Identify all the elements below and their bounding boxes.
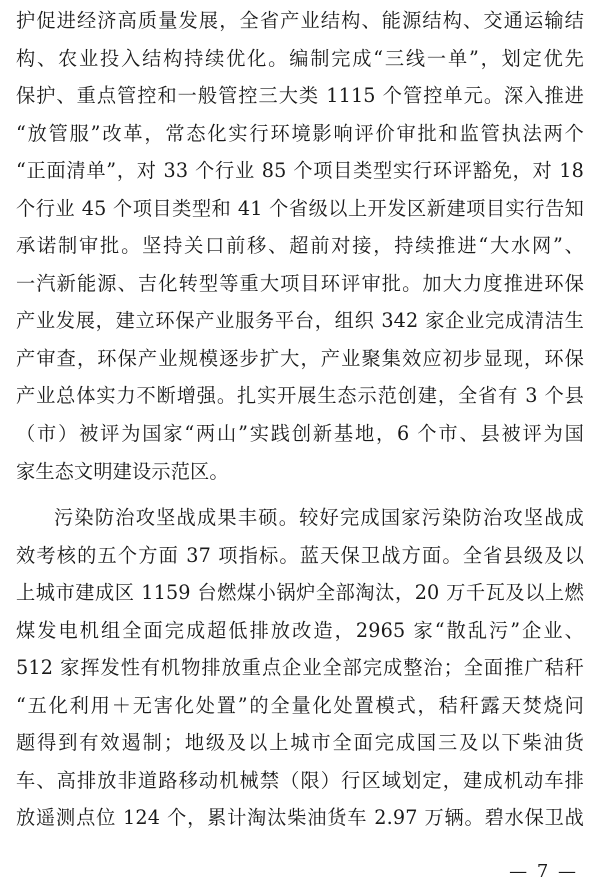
text-line: 产审查，环保产业规模逐步扩大，产业聚集效应初步显现，环保 — [16, 346, 584, 370]
text-line: 产业总体实力不断增强。扎实开展生态示范创建，全省有 3 个县 — [16, 384, 584, 408]
text-line: “五化利用＋无害化处置”的全量化处置模式，秸秆露天焚烧问 — [16, 693, 584, 717]
text-line: 个行业 45 个项目类型和 41 个省级以上开发区新建项目实行告知 — [16, 196, 584, 220]
text-line: 上城市建成区 1159 台燃煤小锅炉全部淘汰，20 万千瓦及以上燃 — [16, 581, 584, 605]
text-line: 保护、重点管控和一般管控三大类 1115 个管控单元。深入推进 — [16, 84, 584, 108]
text-line: 512 家挥发性有机物排放重点企业全部完成整治；全面推广秸秆 — [16, 656, 584, 680]
text-line: “正面清单”，对 33 个行业 85 个项目类型实行环评豁免，对 18 — [16, 159, 584, 183]
paragraph-gap — [16, 490, 584, 499]
text-line: 污染防治攻坚战成果丰硕。较好完成国家污染防治攻坚战成 — [54, 506, 584, 530]
text-line: 效考核的五个方面 37 项指标。蓝天保卫战方面。全省县级及以 — [16, 543, 584, 567]
text-line: 产业发展，建立环保产业服务平台，组织 342 家企业完成清洁生 — [16, 309, 584, 333]
paragraph-1 — [16, 2, 584, 490]
text-line: 一汽新能源、吉化转型等重大项目环评审批。加大力度推进环保 — [16, 271, 584, 295]
text-line: 护促进经济高质量发展，全省产业结构、能源结构、交通运输结 — [16, 9, 584, 32]
text-line: 承诺制审批。坚持关口前移、超前对接，持续推进“大水网”、 — [16, 234, 584, 258]
text-line: 构、农业投入结构持续优化。编制完成“三线一单”，划定优先 — [16, 46, 584, 70]
text-line: （市）被评为国家“两山”实践创新基地，6 个市、县被评为国 — [16, 422, 584, 446]
page-number: — 7 — — [509, 861, 578, 882]
paragraph-2 — [16, 499, 584, 837]
text-line: 放遥测点位 124 个，累计淘汰柴油货车 2.97 万辆。碧水保卫战 — [16, 806, 584, 830]
text-line: 题得到有效遏制；地级及以上城市全面完成国三及以下柴油货 — [16, 731, 584, 755]
text-line: 煤发电机组全面完成超低排放改造，2965 家“散乱污”企业、 — [16, 618, 584, 642]
text-line: 车、高排放非道路移动机械禁（限）行区域划定，建成机动车排 — [16, 768, 584, 792]
text-line: 家生态文明建设示范区。 — [16, 459, 229, 483]
text-line: “放管服”改革，常态化实行环境影响评价审批和监管执法两个 — [16, 121, 584, 145]
